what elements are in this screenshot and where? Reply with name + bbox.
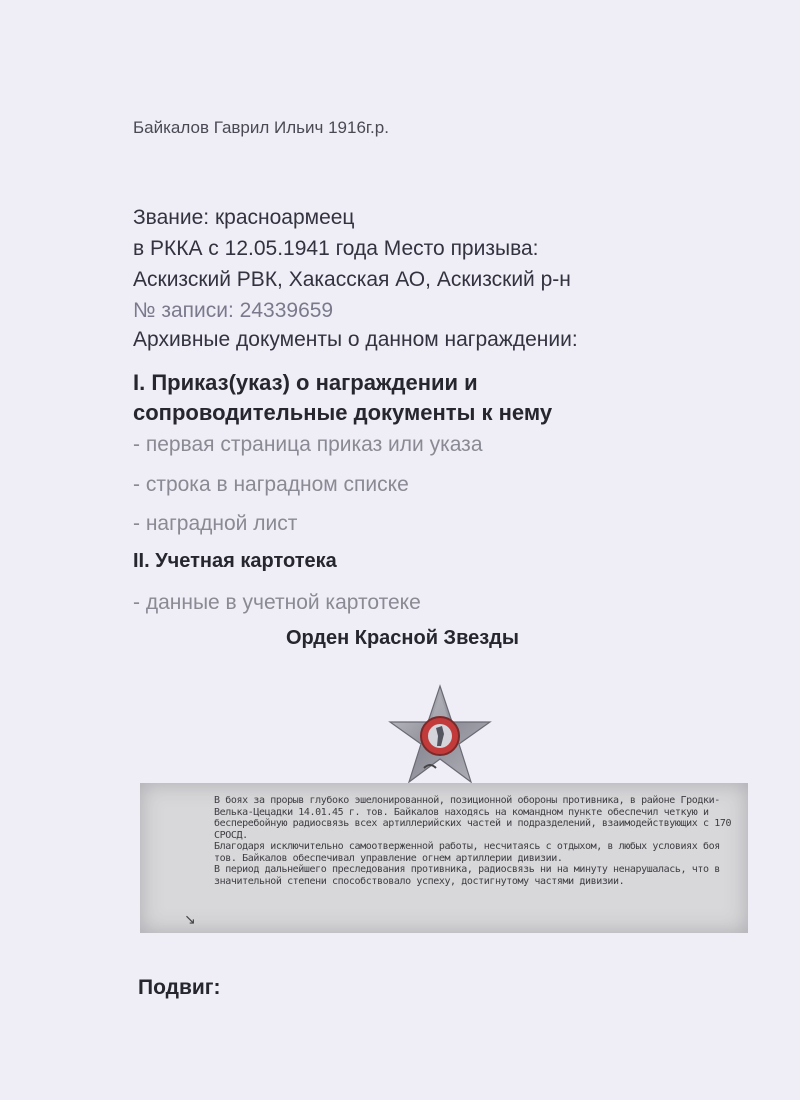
person-name: Байкалов Гаврил Ильич 1916г.р. xyxy=(133,118,389,137)
order-section-title-line1: I. Приказ(указ) о награждении и xyxy=(133,370,478,395)
rank-line: Звание: красноармеец xyxy=(133,206,355,229)
card-item-data: - данные в учетной картотеке xyxy=(133,591,421,614)
record-number: № записи: 24339659 xyxy=(133,299,334,322)
red-star-order-icon xyxy=(386,684,494,788)
decorative-arrow-icon: ↘ xyxy=(184,911,196,927)
order-item-award-list-line: - строка в наградном списке xyxy=(133,473,409,496)
order-section-title-line2: сопроводительные документы к нему xyxy=(133,400,553,425)
conscription-place: Аскизский РВК, Хакасская АО, Аскизский р-н xyxy=(133,268,571,291)
feat-label: Подвиг: xyxy=(138,976,221,999)
card-section-title: II. Учетная картотека xyxy=(133,550,337,572)
order-item-award-sheet: - наградной лист xyxy=(133,512,298,535)
service-line: в РККА с 12.05.1941 года Место призыва: xyxy=(133,237,539,260)
award-excerpt-text: В боях за прорыв глубоко эшелонированной, позиционной обороны противника, в районе Гродки-Велька-Цецадки 14.01.45 г. тов. Байкалов находясь на командном пункте обеспечил четкую и бесперебойную радиосвязь всех артиллерийских частей и подразделений, взаимодействующих с 170 СРОСД. Благодаря исключительно самоотверженной работы, несчитаясь с отдыхом, в любых условиях боя тов. Байкалов обеспечивал управление огнем артиллерии дивизии. В период дальнейшего преследования противника, радиосвязь ни на минуту ненарушалась, что в значительной степени способствовало успеху, достигнутому частями дивизии. xyxy=(214,795,732,887)
archive-heading: Архивные документы о данном награждении: xyxy=(133,328,578,351)
order-item-first-page: - первая страница приказ или указа xyxy=(133,433,483,456)
award-excerpt-image xyxy=(140,783,748,933)
award-title: Орден Красной Звезды xyxy=(286,627,519,649)
